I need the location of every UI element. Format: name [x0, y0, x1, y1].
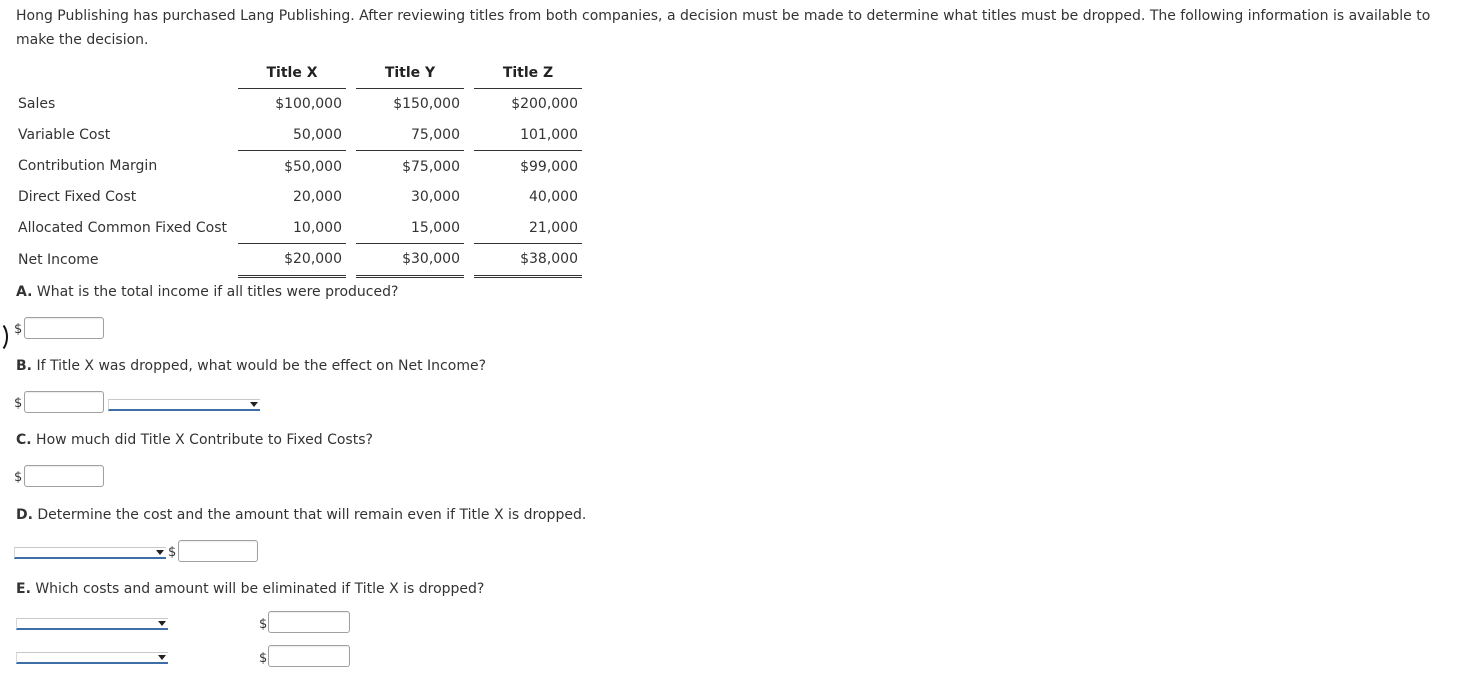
financial-table	[14, 58, 582, 278]
currency-symbol: $	[259, 617, 268, 632]
header-title-z: Title Z	[474, 58, 582, 89]
question-text: If Title X was dropped, what would be the effect on Net Income?	[32, 358, 487, 374]
currency-symbol: $	[14, 322, 23, 337]
cell-value: $150,000	[393, 96, 460, 113]
table-row-direct-fixed-cost	[14, 182, 582, 213]
chevron-down-icon	[158, 621, 166, 626]
window-edge-marker	[0, 321, 8, 353]
answer-a-amount-input[interactable]	[24, 317, 104, 339]
cell-value: $38,000	[474, 244, 582, 277]
answer-e-cost-dropdown-2[interactable]	[16, 652, 168, 664]
question-text: Determine the cost and the amount that will remain even if Title X is dropped.	[32, 507, 587, 523]
cell-value: 40,000	[529, 189, 578, 206]
answer-b-amount-input[interactable]	[24, 391, 104, 413]
question-letter: B.	[16, 358, 32, 374]
currency-symbol: $	[168, 545, 177, 560]
question-c	[16, 432, 373, 448]
table-row-sales	[14, 89, 582, 120]
table-row-allocated-common-fixed-cost	[14, 212, 582, 243]
question-d	[16, 507, 586, 523]
question-letter: D.	[16, 507, 33, 523]
cell-value: $50,000	[284, 158, 342, 175]
cell-value: $30,000	[356, 244, 464, 277]
row-label: Allocated Common Fixed Cost	[18, 220, 227, 237]
question-text: How much did Title X Contribute to Fixed Costs?	[31, 432, 373, 448]
header-title-y: Title Y	[356, 58, 464, 89]
question-e	[16, 581, 484, 597]
question-letter: A.	[16, 284, 33, 300]
answer-e-amount-input-1[interactable]	[268, 611, 350, 633]
table-row-contribution-margin	[14, 151, 582, 182]
intro-text: Hong Publishing has purchased Lang Publishing. After reviewing titles from both companies, a decision must be made to determine what titles must be dropped. The following information is available to make the decision.	[16, 8, 1431, 48]
answer-c-amount-input[interactable]	[24, 465, 104, 487]
cell-value: $200,000	[511, 96, 578, 113]
cell-value: 101,000	[474, 120, 582, 151]
cell-value: $75,000	[402, 158, 460, 175]
cell-value: $20,000	[238, 244, 346, 277]
currency-symbol: $	[259, 651, 268, 666]
chevron-down-icon	[250, 402, 258, 407]
question-text: Which costs and amount will be eliminated if Title X is dropped?	[30, 581, 485, 597]
answer-d-amount-input[interactable]	[178, 540, 258, 562]
row-label: Net Income	[18, 251, 99, 268]
currency-symbol: $	[14, 396, 23, 411]
cell-value: $99,000	[520, 158, 578, 175]
table-row-variable-cost	[14, 120, 582, 151]
cell-value: 15,000	[356, 212, 464, 243]
row-label: Sales	[18, 96, 56, 113]
cell-value: 75,000	[356, 120, 464, 151]
table-header-row	[14, 58, 582, 89]
cell-value: 10,000	[238, 212, 346, 243]
question-text: What is the total income if all titles were produced?	[32, 284, 399, 300]
answer-e-amount-input-2[interactable]	[268, 645, 350, 667]
answer-d-cost-dropdown[interactable]	[14, 547, 166, 559]
question-letter: E.	[16, 581, 31, 597]
cell-value: 21,000	[474, 212, 582, 243]
question-letter: C.	[16, 432, 32, 448]
header-title-x: Title X	[238, 58, 346, 89]
chevron-down-icon	[158, 655, 166, 660]
cell-value: $100,000	[275, 96, 342, 113]
cell-value: 20,000	[293, 189, 342, 206]
table-row-net-income	[14, 244, 582, 277]
answer-b-effect-dropdown[interactable]	[108, 399, 260, 411]
row-label: Direct Fixed Cost	[18, 189, 137, 206]
answer-e-cost-dropdown-1[interactable]	[16, 618, 168, 630]
question-a	[16, 284, 398, 300]
row-label: Contribution Margin	[18, 158, 158, 175]
question-b	[16, 358, 486, 374]
row-label: Variable Cost	[18, 127, 111, 144]
chevron-down-icon	[156, 550, 164, 555]
cell-value: 30,000	[411, 189, 460, 206]
cell-value: 50,000	[238, 120, 346, 151]
currency-symbol: $	[14, 470, 23, 485]
